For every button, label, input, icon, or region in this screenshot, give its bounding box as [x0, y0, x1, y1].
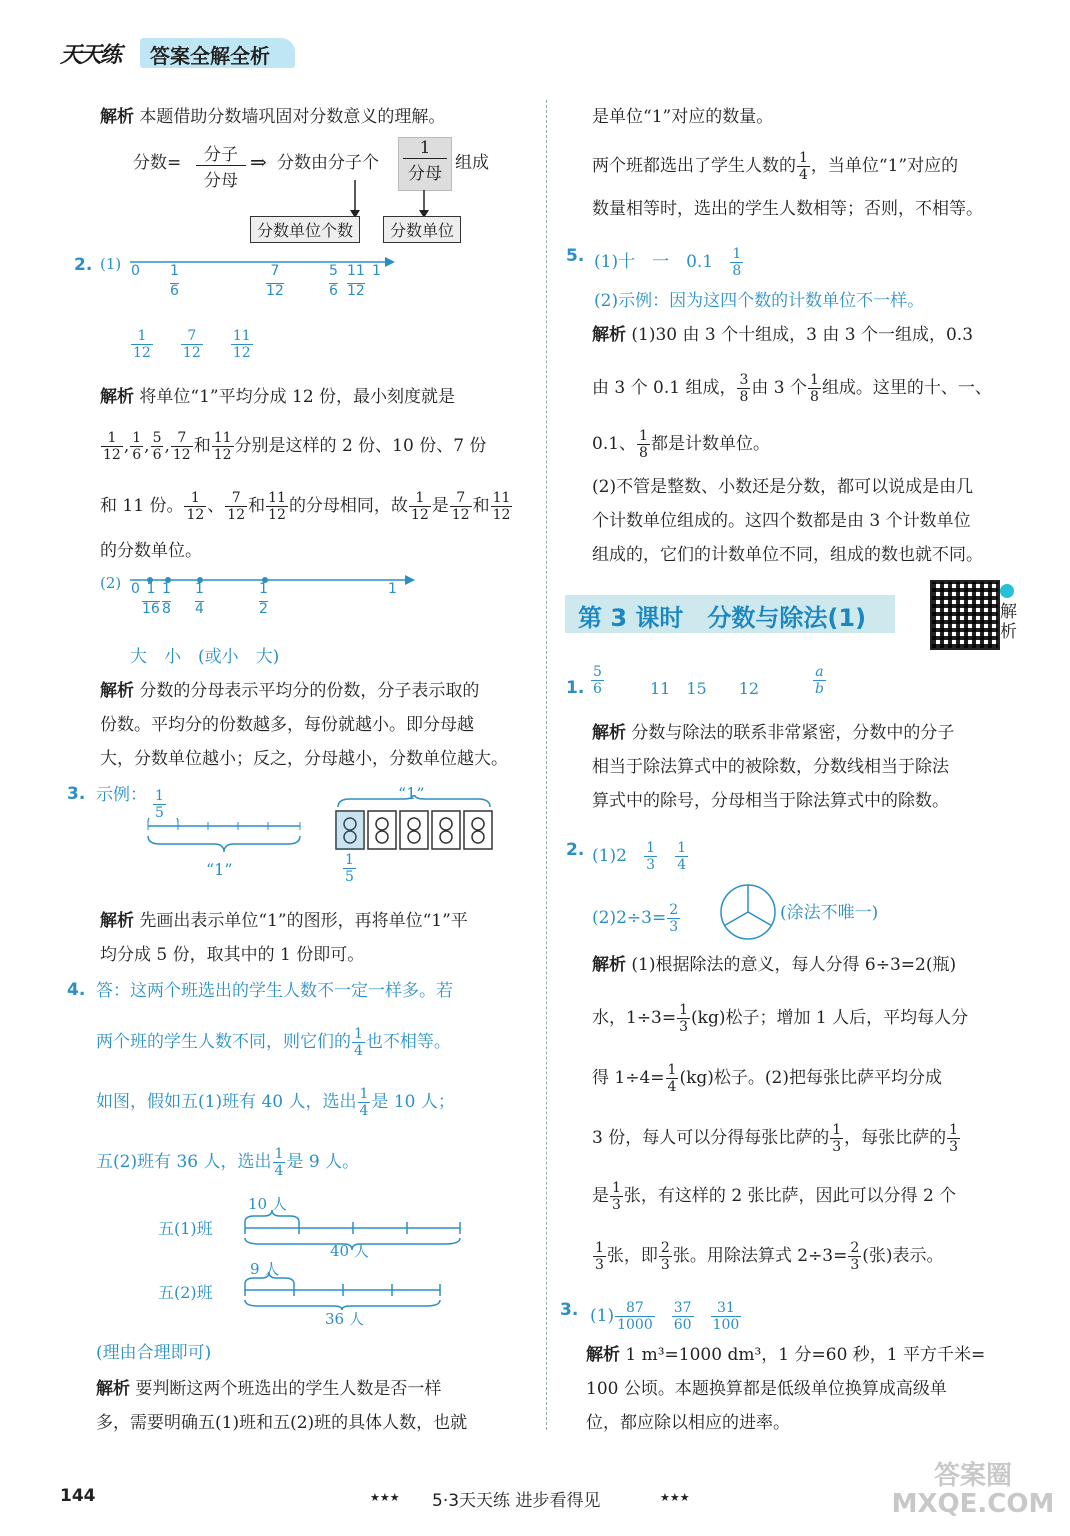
q2-answer-frac: $\frac{1}{12}$ [133, 328, 151, 361]
q3-exp-line2: 均分成 5 份，取其中的 1 份即可。 [100, 945, 365, 965]
q2-exp-line6: 份数。平均分的份数越多，每份就越小。即分母越 [100, 715, 474, 735]
l1-answers: 11 15 12 [650, 679, 760, 698]
q5-exp2: 由 3 个 0.1 组成， $\frac{3}{8}$ 由 3 个 $\frac{1}{8}$ 组成。这里的十、一、 [592, 372, 992, 405]
q5-exp6: 组成的，它们的计数单位不同，组成的数也就不同。 [592, 545, 983, 565]
logo: 天天练 [60, 43, 121, 68]
q4-bar-diagram [240, 1210, 470, 1310]
tick-label: 1 16 [142, 581, 160, 617]
tick-label: 1 [388, 581, 397, 597]
stars-right: ★★★ [660, 1491, 690, 1504]
l2-pizza-circle [718, 882, 778, 942]
q2-exp-line1: 解析 将单位“1”平均分成 12 份，最小刻度就是 [100, 387, 456, 407]
play-icon[interactable] [1000, 584, 1014, 598]
q5-exp4: (2)不管是整数、小数还是分数，都可以说成是由几 [592, 477, 974, 497]
q3-frac-top: $\frac{1}{5}$ [155, 788, 164, 821]
l1-frac-5-6: $\frac{5}{6}$ [593, 664, 602, 697]
q1-down-arrows [340, 180, 440, 220]
tick-label: 1 [372, 263, 381, 279]
q3-exp-line1: 解析 先画出表示单位“1”的图形，再将单位“1”平 [100, 911, 468, 931]
q4-line2: 两个班的学生人数不同，则它们的 $\frac{1}{4}$ 也不相等。 [96, 1026, 451, 1059]
q5-exp5: 个计数单位组成的。这四个数都是由 3 个计数单位 [592, 511, 971, 531]
q4-line1: 答：这两个班选出的学生人数不一定一样多。若 [96, 981, 453, 1001]
q3-text: 示例： [96, 785, 147, 805]
q3-box-label: “1” [398, 784, 425, 803]
l2-exp5: 是 $\frac{1}{3}$ 张，有这样的 2 张比萨，因此可以分得 2 个 [592, 1180, 957, 1213]
tick-label: 0 [131, 581, 140, 597]
l1-frac-a-b: $\frac{a}{b}$ [815, 664, 824, 697]
q4-note: (理由合理即可) [96, 1343, 212, 1363]
l1-exp3: 算式中的除号，分母相当于除法算式中的除数。 [592, 791, 949, 811]
q1-arrow-text: 分数由分子个 [277, 153, 379, 173]
q3-number: 3. [67, 784, 86, 804]
q4-c2-total: 36 人 [325, 1310, 364, 1328]
watermark: 答案圈 MXQE.COM [891, 1461, 1055, 1519]
q5-answer2: (2)示例：因为这四个数的计数单位不一样。 [594, 291, 925, 311]
l3-exp3: 位，都应除以相应的进率。 [586, 1413, 790, 1433]
q2-answer-frac: $\frac{11}{12}$ [232, 328, 251, 361]
q1-formula: 分数= [133, 153, 182, 173]
q1-box-count: 分数单位个数 [250, 216, 360, 243]
l2-exp2: 水，1÷3= $\frac{1}{3}$ (kg)松子；增加 1 人后，平均每人分 [592, 1002, 969, 1035]
column-divider [546, 100, 547, 1430]
q3-unit-label: “1” [206, 860, 233, 879]
right-line3: 数量相等时，选出的学生人数相等；否则，不相等。 [592, 199, 983, 219]
l2-number: 2. [566, 840, 585, 860]
l2-exp1: 解析 (1)根据除法的意义，每人分得 6÷3=2(瓶) [592, 955, 957, 975]
right-line1: 是单位“1”对应的数量。 [592, 107, 774, 127]
q3-highlight-box [336, 809, 366, 853]
q2-exp-line5: 解析 分数的分母表示平均分的份数，分子表示取的 [100, 681, 480, 701]
l3-exp1: 解析 1 m³=1000 dm³，1 分=60 秒，1 平方千米= [586, 1345, 986, 1365]
l1-number: 1. [566, 678, 585, 698]
q4-line4: 五(2)班有 36 人，选出 $\frac{1}{4}$ 是 9 人。 [96, 1146, 360, 1179]
q3-frac-bottom: $\frac{1}{5}$ [345, 852, 354, 885]
l2-exp4: 3 份，每人可以分得每张比萨的 $\frac{1}{3}$ ，每张比萨的 $\frac{1}{3}$ [592, 1122, 959, 1155]
l1-exp2: 相当于除法算式中的被除数，分数线相当于除法 [592, 757, 949, 777]
q1-fraction: 分子 分母 [196, 140, 246, 191]
l2-exp6: $\frac{1}{3}$ 张，即 $\frac{2}{3}$ 张。用除法算式 2÷3= $\frac{2}{3}$ (张)表示。 [595, 1240, 944, 1273]
tick-label: 11 12 [347, 263, 365, 299]
qr-code-icon[interactable] [930, 580, 1000, 650]
q2-exp-line7: 大，分数单位越小；反之，分母越小，分数单位越大。 [100, 749, 508, 769]
q2-answer2: 大 小 (或小 大) [130, 647, 280, 667]
q4-line3: 如图，假如五(1)班有 40 人，选出 $\frac{1}{4}$ 是 10 人； [96, 1086, 455, 1119]
q2-part2: (2) [100, 574, 122, 592]
l3-answers: (1) $\frac{87}{1000}$ $\frac{37}{60}$ $\frac{31}{100}$ [590, 1300, 740, 1333]
tick-label: 1 2 [259, 581, 268, 617]
q1-unit-box: 1 分母 [398, 137, 452, 191]
tick-label: 0 [131, 263, 140, 279]
qr-label: 解析 [1000, 602, 1017, 642]
page-number: 144 [60, 1486, 96, 1506]
q1-box-unit: 分数单位 [383, 216, 461, 243]
lesson-title: 第 3 课时 分数与除法(1) [578, 604, 867, 632]
q2-part1: (1) [100, 255, 122, 273]
q1-explanation: 解析 本题借助分数墙巩固对分数意义的理解。 [100, 107, 446, 127]
q4-class1: 五(1)班 [158, 1219, 213, 1238]
l2-note: (涂法不唯一) [780, 903, 879, 923]
l2-answer1: (1)2 $\frac{1}{3}$ $\frac{1}{4}$ [592, 840, 687, 873]
footer-slogan: 5·3天天练 进步看得见 [432, 1491, 601, 1511]
tick-label: 1 4 [195, 581, 204, 617]
q2-answers1 [130, 328, 254, 361]
l3-number: 3. [560, 1300, 579, 1320]
q4-c1-part: 10 人 [248, 1195, 287, 1213]
header-title: 答案全解全析 [150, 44, 270, 68]
l2-answer2: (2)2÷3= $\frac{2}{3}$ [592, 902, 679, 935]
arrow-right-icon: ⇒ [250, 150, 267, 174]
q2-exp-line2: $\frac{1}{12}$ , $\frac{1}{6}$ , $\frac{5}{6}$ , $\frac{7}{12}$ 和 $\frac{11}{12}$ 分别是这样的 2 份、10 份、7 份 [103, 430, 487, 463]
q5-number: 5. [566, 246, 585, 266]
l2-exp3: 得 1÷4= $\frac{1}{4}$ (kg)松子。(2)把每张比萨平均分成 [592, 1062, 942, 1095]
tick-label: 5 6 [329, 263, 338, 299]
right-line2: 两个班都选出了学生人数的 $\frac{1}{4}$ ，当单位“1”对应的 [592, 150, 959, 183]
q1-suffix: 组成 [455, 153, 489, 173]
q5-answer1: (1)十 一 0.1 $\frac{1}{8}$ [594, 246, 742, 279]
q4-class2: 五(2)班 [158, 1283, 213, 1302]
q4-c2-part: 9 人 [250, 1260, 280, 1278]
l3-exp2: 100 公顷。本题换算都是低级单位换算成高级单 [586, 1379, 947, 1399]
q4-exp-line1: 解析 要判断这两个班选出的学生人数是否一样 [96, 1379, 442, 1399]
tick-label: 7 12 [266, 263, 284, 299]
q4-c1-total: 40 人 [330, 1242, 369, 1260]
q2-exp-line3: 和 11 份。 $\frac{1}{12}$ 、 $\frac{7}{12}$ 和 $\frac{11}{12}$ 的分母相同，故 $\frac{1}{12}$ 是 $\frac{7}{12}$ 和 $\frac{11}{12}$ [100, 490, 511, 523]
l1-exp1: 解析 分数与除法的联系非常紧密，分数中的分子 [592, 723, 955, 743]
stars-left: ★★★ [370, 1491, 400, 1504]
tick-label: 1 6 [170, 263, 179, 299]
q2-exp-line4: 的分数单位。 [100, 541, 202, 561]
q5-exp1: 解析 (1)30 由 3 个十组成，3 由 3 个一组成，0.3 [592, 325, 974, 345]
q2-number: 2. [74, 255, 93, 275]
tick-label: 1 8 [162, 581, 171, 617]
q4-exp-line2: 多，需要明确五(1)班和五(2)班的具体人数，也就 [96, 1413, 468, 1433]
q2-answer-frac: $\frac{7}{12}$ [182, 328, 201, 361]
q5-exp3: 0.1、 $\frac{1}{8}$ 都是计数单位。 [592, 428, 770, 461]
q4-number: 4. [67, 980, 86, 1000]
